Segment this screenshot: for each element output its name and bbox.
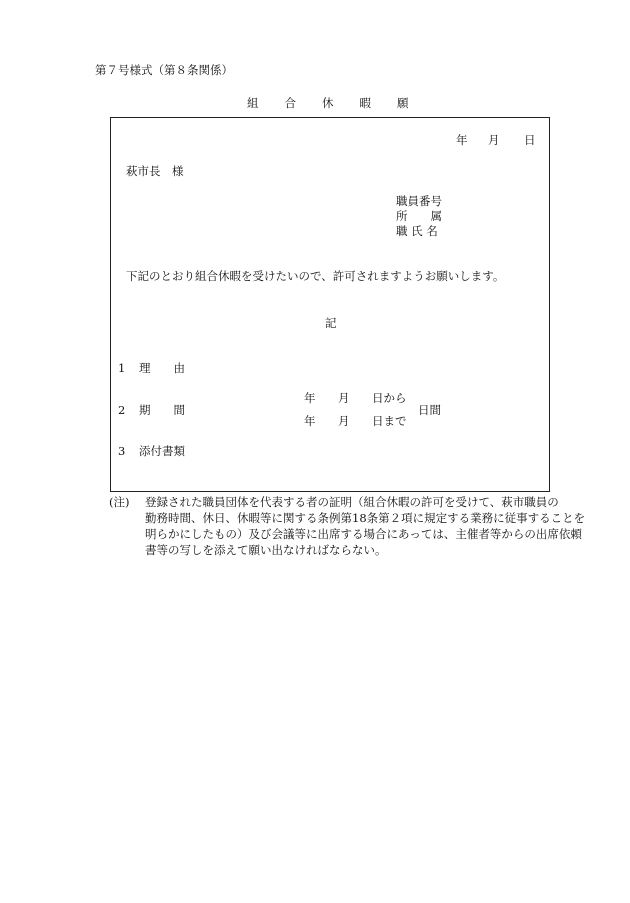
addressee: 萩市長 様 [126, 164, 184, 178]
period-from-day[interactable]: 日から [372, 391, 407, 405]
period-days[interactable]: 日間 [418, 403, 441, 417]
ki-heading: 記 [325, 316, 337, 330]
period-to-day[interactable]: 日まで [372, 414, 407, 428]
footnote-prefix: (注) [109, 495, 130, 509]
date-year[interactable]: 年 [456, 133, 468, 147]
name-label[interactable]: 職 氏 名 [396, 224, 438, 238]
item-3-attachments[interactable]: 添付書類 [139, 444, 185, 458]
item-3-number: 3 [118, 444, 126, 458]
footnote-line: 勤務時間、休日、休暇等に関する条例第18条第２項に規定する業務に従事することを [145, 511, 586, 525]
form-number: 第７号様式（第８条関係） [95, 63, 233, 77]
period-to-month[interactable]: 月 [338, 414, 350, 428]
footnote-line: 登録された職員団体を代表する者の証明（組合休暇の許可を受けて、萩市職員の [145, 495, 559, 509]
form-title: 組合休暇願 [247, 96, 435, 110]
date-day[interactable]: 日 [524, 133, 536, 147]
item-2-period[interactable]: 期 間 [139, 403, 185, 417]
footnote-line: 書等の写しを添えて願い出なければならない。 [145, 543, 387, 557]
period-to-year[interactable]: 年 [304, 414, 316, 428]
request-text: 下記のとおり組合休暇を受けたいので、許可されますようお願いします。 [126, 269, 505, 283]
date-month[interactable]: 月 [488, 133, 500, 147]
item-1-reason[interactable]: 理 由 [139, 361, 185, 375]
footnote-line: 明らかにしたもの）及び会議等に出席する場合にあっては、主催者等からの出席依頼 [145, 527, 582, 541]
period-from-month[interactable]: 月 [338, 391, 350, 405]
department-label[interactable]: 所 属 [396, 209, 442, 223]
footnote [109, 494, 586, 558]
item-1-number: 1 [118, 361, 126, 375]
period-from-year[interactable]: 年 [304, 391, 316, 405]
employee-number-label[interactable]: 職員番号 [396, 194, 442, 208]
item-2-number: 2 [118, 403, 126, 417]
